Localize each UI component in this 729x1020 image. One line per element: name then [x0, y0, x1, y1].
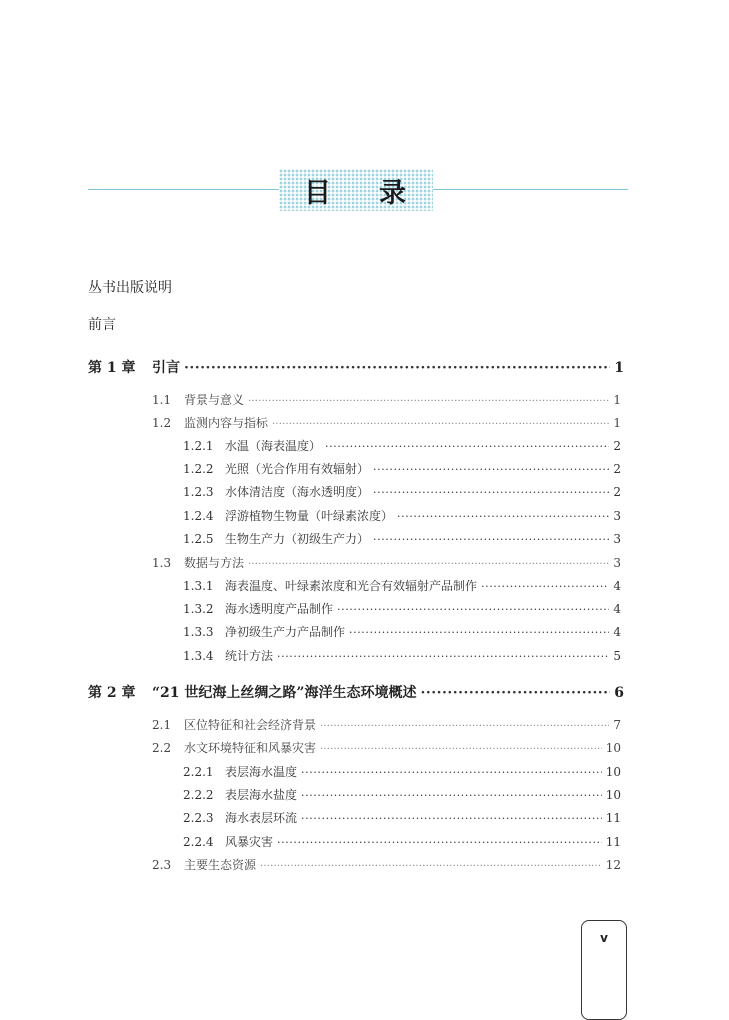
entry-title: 表层海水温度: [225, 765, 298, 779]
entry-title: 统计方法: [225, 649, 274, 663]
entry-number: 1.3: [152, 556, 172, 570]
entry-number: 1.3.4: [183, 649, 214, 663]
entry-page: 5: [613, 649, 621, 663]
entry-page: 10: [605, 741, 621, 755]
toc-entry-1-2-5[interactable]: [183, 530, 621, 550]
toc-chapter-2[interactable]: [88, 682, 624, 702]
toc-front-preface[interactable]: 前言: [88, 317, 116, 333]
entry-title: 净初级生产力产品制作: [225, 625, 346, 639]
entry-number: 2.2.4: [183, 835, 214, 849]
entry-number: 2.1: [152, 718, 172, 732]
chapter-label: 第 2 章: [88, 685, 136, 701]
page-title: [279, 169, 433, 211]
entry-number: 2.3: [152, 858, 172, 872]
toc-entry-1-3-4[interactable]: [183, 647, 621, 667]
entry-title: 水温（海表温度）: [225, 439, 322, 453]
chapter-page: 6: [614, 685, 624, 701]
entry-title: 浮游植物生物量（叶绿素浓度）: [225, 509, 394, 523]
entry-title: 生物生产力（初级生产力）: [225, 532, 370, 546]
entry-title: 海表温度、叶绿素浓度和光合有效辐射产品制作: [225, 579, 478, 593]
entry-title: 风暴灾害: [225, 835, 274, 849]
entry-number: 1.2.4: [183, 509, 214, 523]
toc-entry-1-3[interactable]: [152, 554, 621, 574]
page-number: v: [600, 931, 608, 945]
chapter-title: 引言: [152, 360, 180, 376]
entry-title: 水文环境特征和风暴灾害: [184, 741, 317, 755]
entry-title: 海水透明度产品制作: [225, 602, 334, 616]
toc-entry-2-2-1[interactable]: [183, 763, 621, 783]
toc-front-series-note[interactable]: 丛书出版说明: [88, 280, 172, 296]
entry-title: 光照（光合作用有效辐射）: [225, 462, 370, 476]
chapter-label: 第 1 章: [88, 360, 136, 376]
toc-entry-2-3[interactable]: [152, 856, 621, 876]
toc-entry-1-2-2[interactable]: [183, 460, 621, 480]
entry-number: 1.3.3: [183, 625, 214, 639]
toc-entry-2-2-4[interactable]: [183, 833, 621, 853]
toc-entry-2-2[interactable]: [152, 739, 621, 759]
entry-page: 2: [613, 439, 621, 453]
entry-page: 10: [605, 788, 621, 802]
entry-title: 区位特征和社会经济背景: [184, 718, 317, 732]
entry-title: 主要生态资源: [184, 858, 257, 872]
toc-chapter-1[interactable]: [88, 357, 624, 377]
entry-number: 1.2.5: [183, 532, 214, 546]
chapter-page: 1: [614, 360, 624, 376]
toc-entry-2-2-2[interactable]: [183, 786, 621, 806]
toc-entry-1-2-3[interactable]: [183, 483, 621, 503]
entry-number: 1.1: [152, 393, 172, 407]
chapter-title: “21 世纪海上丝绸之路”海洋生态环境概述: [152, 685, 417, 701]
entry-number: 2.2.1: [183, 765, 214, 779]
entry-number: 1.2: [152, 416, 172, 430]
entry-page: 4: [613, 579, 621, 593]
toc-entry-2-2-3[interactable]: [183, 809, 621, 829]
toc-entry-1-1[interactable]: [152, 391, 621, 411]
entry-title: 背景与意义: [184, 393, 245, 407]
toc-entry-1-2[interactable]: [152, 414, 621, 434]
toc-entry-1-3-1[interactable]: [183, 577, 621, 597]
entry-page: 4: [613, 625, 621, 639]
title-char-1: 目: [304, 177, 333, 209]
toc-entry-2-1[interactable]: [152, 716, 621, 736]
entry-page: 12: [605, 858, 621, 872]
entry-title: 表层海水盐度: [225, 788, 298, 802]
entry-number: 1.2.2: [183, 462, 214, 476]
entry-page: 11: [605, 811, 621, 825]
entry-page: 11: [605, 835, 621, 849]
entry-title: 海水表层环流: [225, 811, 298, 825]
entry-page: 3: [613, 532, 621, 546]
toc-entry-1-2-1[interactable]: [183, 437, 621, 457]
entry-page: 1: [613, 416, 621, 430]
title-char-2: 录: [379, 177, 408, 209]
entry-number: 2.2.3: [183, 811, 214, 825]
entry-page: 4: [613, 602, 621, 616]
page-number-tab: [581, 920, 627, 1020]
entry-title: 数据与方法: [184, 556, 245, 570]
toc-entry-1-3-2[interactable]: [183, 600, 621, 620]
entry-page: 3: [613, 509, 621, 523]
entry-page: 1: [613, 393, 621, 407]
toc-entry-1-3-3[interactable]: [183, 623, 621, 643]
entry-page: 3: [613, 556, 621, 570]
entry-number: 1.3.2: [183, 602, 214, 616]
entry-number: 1.2.3: [183, 485, 214, 499]
entry-number: 1.2.1: [183, 439, 214, 453]
entry-number: 2.2: [152, 741, 172, 755]
entry-title: 监测内容与指标: [184, 416, 269, 430]
entry-number: 1.3.1: [183, 579, 214, 593]
entry-number: 2.2.2: [183, 788, 214, 802]
toc-entry-1-2-4[interactable]: [183, 507, 621, 527]
entry-page: 2: [613, 485, 621, 499]
entry-page: 10: [605, 765, 621, 779]
entry-page: 7: [613, 718, 621, 732]
entry-title: 水体清洁度（海水透明度）: [225, 485, 370, 499]
entry-page: 2: [613, 462, 621, 476]
